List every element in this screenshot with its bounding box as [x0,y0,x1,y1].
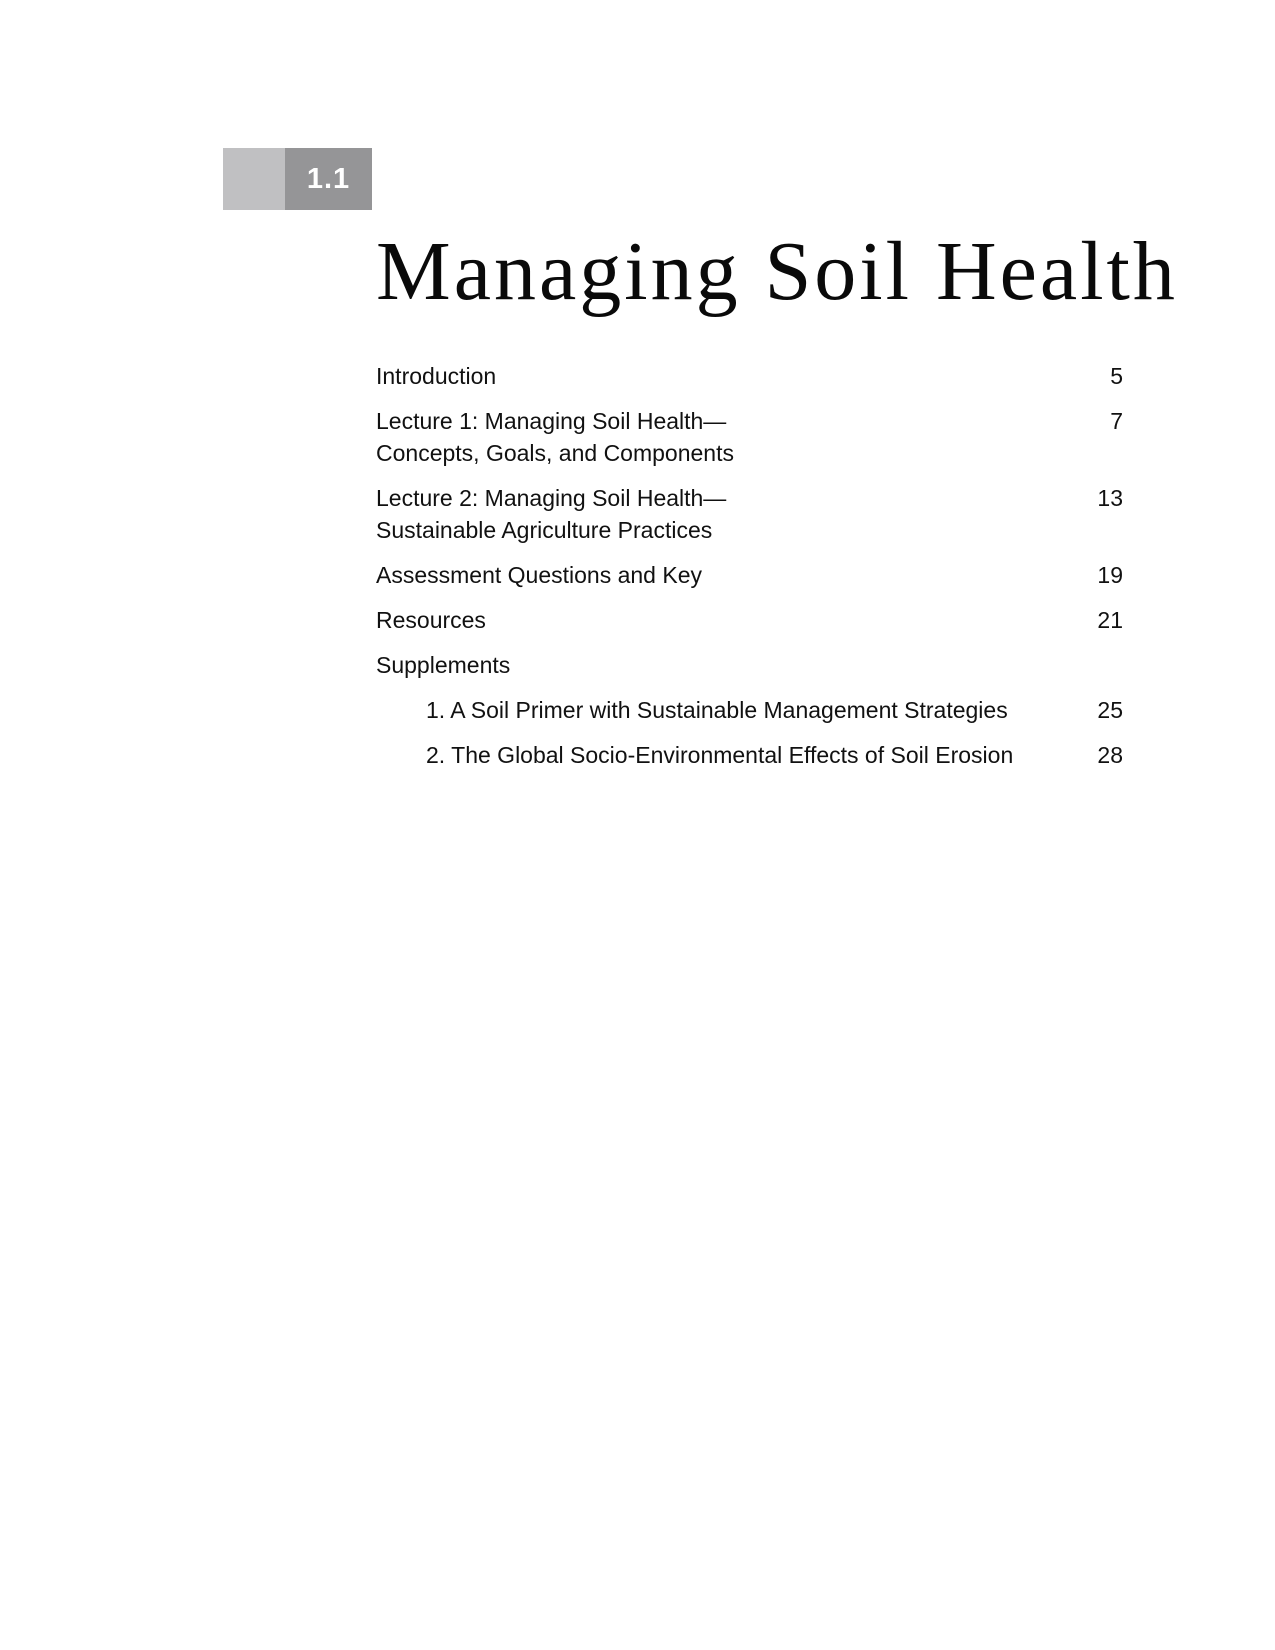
toc-entry-label: 1. A Soil Primer with Sustainable Management Strategies [426,697,1008,723]
badge-light-block [223,148,285,210]
toc-entry-page: 21 [1097,607,1123,633]
toc-entry-label: Assessment Questions and Key [376,562,702,588]
toc-entry-resources [376,604,1123,636]
toc-entry-introduction [376,360,1123,392]
table-of-contents [376,360,1123,784]
toc-entry-label: Lecture 2: Managing Soil Health— Sustainable Agriculture Practices [376,485,727,543]
toc-entry-page: 7 [1110,408,1123,434]
toc-entry-label: Introduction [376,363,497,389]
chapter-number-badge [223,148,372,210]
toc-entry-assessment [376,559,1123,591]
toc-entry-label: Supplements [376,652,511,678]
toc-entry-page: 13 [1097,485,1123,511]
toc-entry-label: Resources [376,607,486,633]
toc-entry-supplement-2 [376,739,1123,771]
chapter-title: Managing Soil Health [376,225,1178,318]
toc-entry-label: 2. The Global Socio-Environmental Effects of Soil Erosion [426,742,1014,768]
toc-entry-label: Lecture 1: Managing Soil Health— Concepts, Goals, and Components [376,408,734,466]
toc-entry-lecture-2 [376,482,1123,546]
toc-entry-page: 19 [1097,562,1123,588]
toc-entry-page: 28 [1097,742,1123,768]
toc-entry-supplement-1 [376,694,1123,726]
toc-entry-page: 25 [1097,697,1123,723]
chapter-number: 1.1 [285,148,372,210]
toc-entry-supplements [376,649,1123,681]
toc-entry-lecture-1 [376,405,1123,469]
toc-entry-page: 5 [1110,363,1123,389]
